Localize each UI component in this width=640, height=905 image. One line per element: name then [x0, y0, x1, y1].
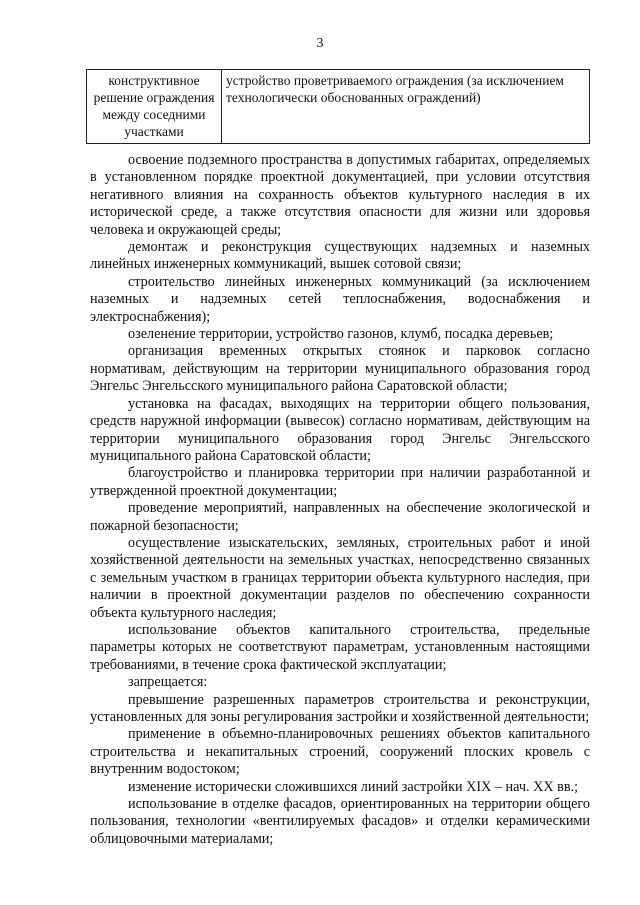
- table-row: [87, 70, 590, 144]
- paragraph: запрещается:: [128, 674, 208, 691]
- paragraph: демонтаж и реконструкция существующих надземных и наземных линейных инженерных коммуникаций, вышек сотовой связи;: [90, 239, 590, 273]
- paragraph: применение в объемно-планировочных решениях объектов капитального строительства и некапитальных строений, сооружений плоских кровель с внутренним водостоком;: [90, 726, 590, 778]
- body-text: [90, 152, 590, 848]
- paragraph: строительство линейных инженерных коммуникаций (за исключением наземных и надземных сетей теплоснабжения, водоснабжения и электроснабжения);: [90, 273, 590, 325]
- paragraph: проведение мероприятий, направленных на обеспечение экологической и пожарной безопасности;: [90, 500, 590, 534]
- paragraph: установка на фасадах, выходящих на территории общего пользования, средств наружной информации (вывесок) согласно нормативам, действующим на территории муниципального образования город Энгельс Энгельсского муниципального района Саратовской области;: [90, 395, 590, 464]
- paragraph: осуществление изыскательских, земляных, строительных работ и иной хозяйственной деятельности на земельных участках, непосредственно связанных с земельным участком в границах территории объекта культурного наследия, при наличии в проектной документации разделов по обеспечению сохранности объекта культурного наследия;: [90, 534, 590, 621]
- paragraph: озеленение территории, устройство газонов, клумб, посадка деревьев;: [128, 326, 554, 343]
- paragraph: использование объектов капитального строительства, предельные параметры которых не соответствуют параметрам, установленным настоящими требованиями, в течение срока фактической эксплуатации;: [90, 621, 590, 673]
- paragraph: использование в отделке фасадов, ориентированных на территории общего пользования, технологии «вентилируемых фасадов» и отделки керамическими облицовочными материалами;: [90, 796, 590, 847]
- paragraph: освоение подземного пространства в допустимых габаритах, определяемых в установленном порядке проектной документацией, при условии отсутствия негативного влияния на сохранность объектов культурного наследия в их исторической среде, а также отсутствия опасности для жизни или здоровья человека и окружающей среды;: [90, 152, 590, 238]
- paragraph: организация временных открытых стоянок и парковок согласно нормативам, действующим на территории муниципального образования город Энгельс Энгельсского муниципального района Саратовской области;: [90, 343, 590, 395]
- requirements-table: [86, 69, 590, 144]
- paragraph: превышение разрешенных параметров строительства и реконструкции, установленных для зоны регулирования застройки и хозяйственной деятельности;: [90, 691, 590, 725]
- page-number: 3: [316, 36, 324, 51]
- paragraph: благоустройство и планировка территории при наличии разработанной и утвержденной проектной документации;: [90, 465, 590, 499]
- table-cell-value: устройство проветриваемого ограждения (за исключением технологически обоснованных ограждений): [222, 70, 590, 144]
- table-cell-label: конструктивное решение ограждения между соседними участками: [87, 70, 222, 144]
- paragraph: изменение исторически сложившихся линий застройки XIX – нач. XX вв.;: [128, 778, 579, 795]
